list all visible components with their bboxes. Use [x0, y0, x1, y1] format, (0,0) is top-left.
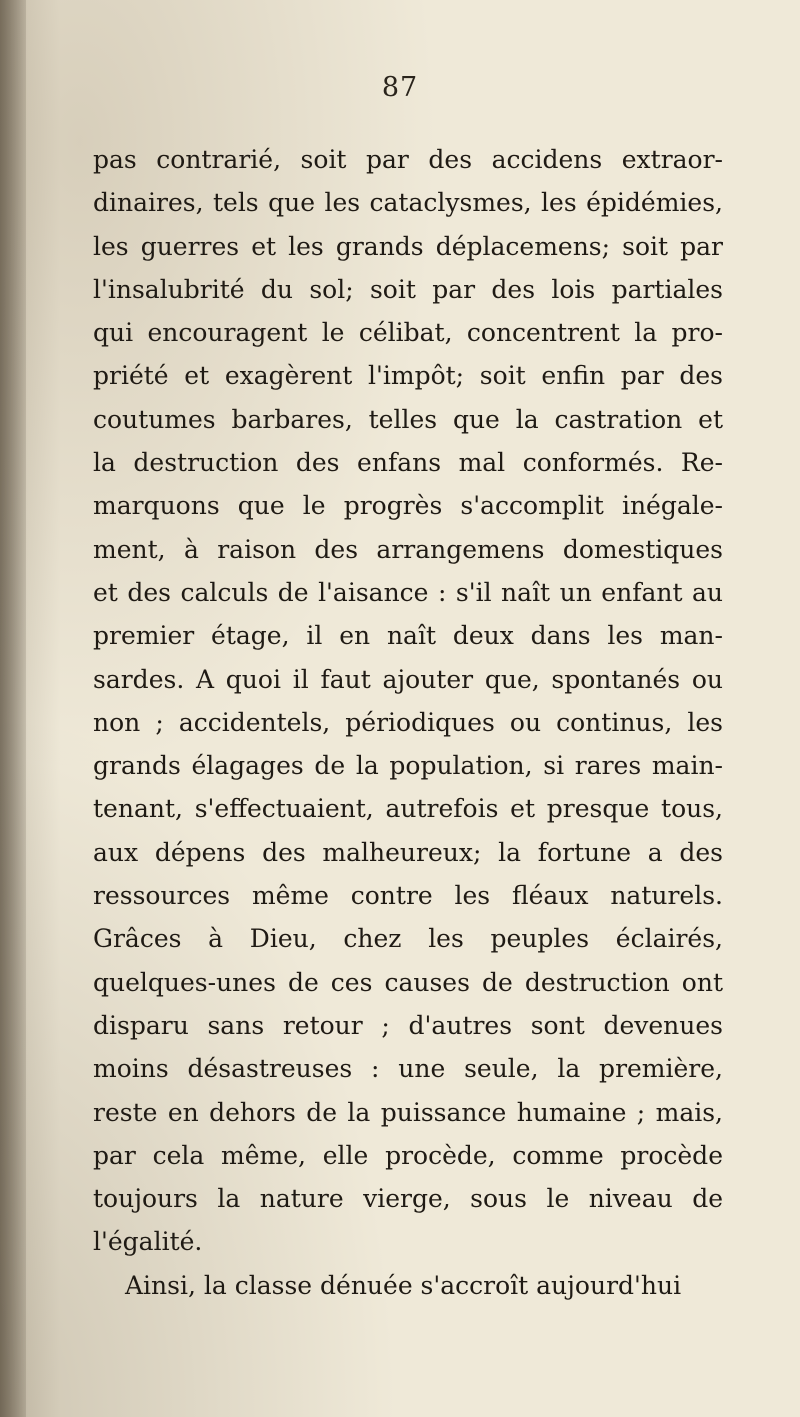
text-line: reste en dehors de la puissance humaine ; mais,: [93, 1097, 723, 1127]
page-number: 87: [381, 72, 419, 103]
body-text: [93, 138, 723, 1307]
text-line: la destruction des enfans mal conformés. Re-: [93, 448, 723, 478]
text-line: tenant, s'effectuaient, autrefois et presque tous,: [93, 794, 723, 824]
text-line: l'égalité.: [93, 1227, 203, 1257]
text-line: qui encouragent le célibat, concentrent la pro-: [93, 318, 723, 348]
text-line: grands élagages de la population, si rares main-: [93, 751, 723, 781]
text-line: priété et exagèrent l'impôt; soit enfin par des: [93, 361, 723, 391]
text-line: aux dépens des malheureux; la fortune a des: [93, 837, 723, 867]
text-line: dinaires, tels que les cataclysmes, les épidémies,: [93, 188, 723, 218]
text-line: Grâces à Dieu, chez les peuples éclairés,: [93, 924, 723, 954]
text-line: sardes. A quoi il faut ajouter que, spontanés ou: [93, 664, 723, 694]
text-line: moins désastreuses : une seule, la première,: [93, 1054, 723, 1084]
text-line: premier étage, il en naît deux dans les man-: [93, 621, 723, 651]
text-line: marquons que le progrès s'accomplit inégale-: [93, 491, 723, 521]
text-line: coutumes barbares, telles que la castration et: [93, 404, 723, 434]
text-line: ressources même contre les fléaux naturels.: [93, 881, 723, 911]
text-line: par cela même, elle procède, comme procède: [93, 1140, 723, 1170]
text-line: les guerres et les grands déplacemens; soit par: [93, 231, 723, 261]
text-line: pas contrarié, soit par des accidens extraor-: [93, 145, 723, 174]
text-line: Ainsi, la classe dénuée s'accroît aujourd'hui: [125, 1270, 682, 1300]
text-line: et des calculs de l'aisance : s'il naît un enfant au: [93, 577, 723, 607]
text-line: quelques-unes de ces causes de destruction ont: [93, 967, 723, 997]
text-line: ment, à raison des arrangemens domestiques: [93, 534, 723, 564]
text-line: l'insalubrité du sol; soit par des lois partiales: [93, 274, 723, 304]
text-line: toujours la nature vierge, sous le niveau de: [93, 1184, 723, 1214]
page-binding-shadow: [0, 0, 26, 1417]
text-line: disparu sans retour ; d'autres sont devenues: [93, 1010, 723, 1040]
text-line: non ; accidentels, périodiques ou continus, les: [93, 707, 723, 737]
